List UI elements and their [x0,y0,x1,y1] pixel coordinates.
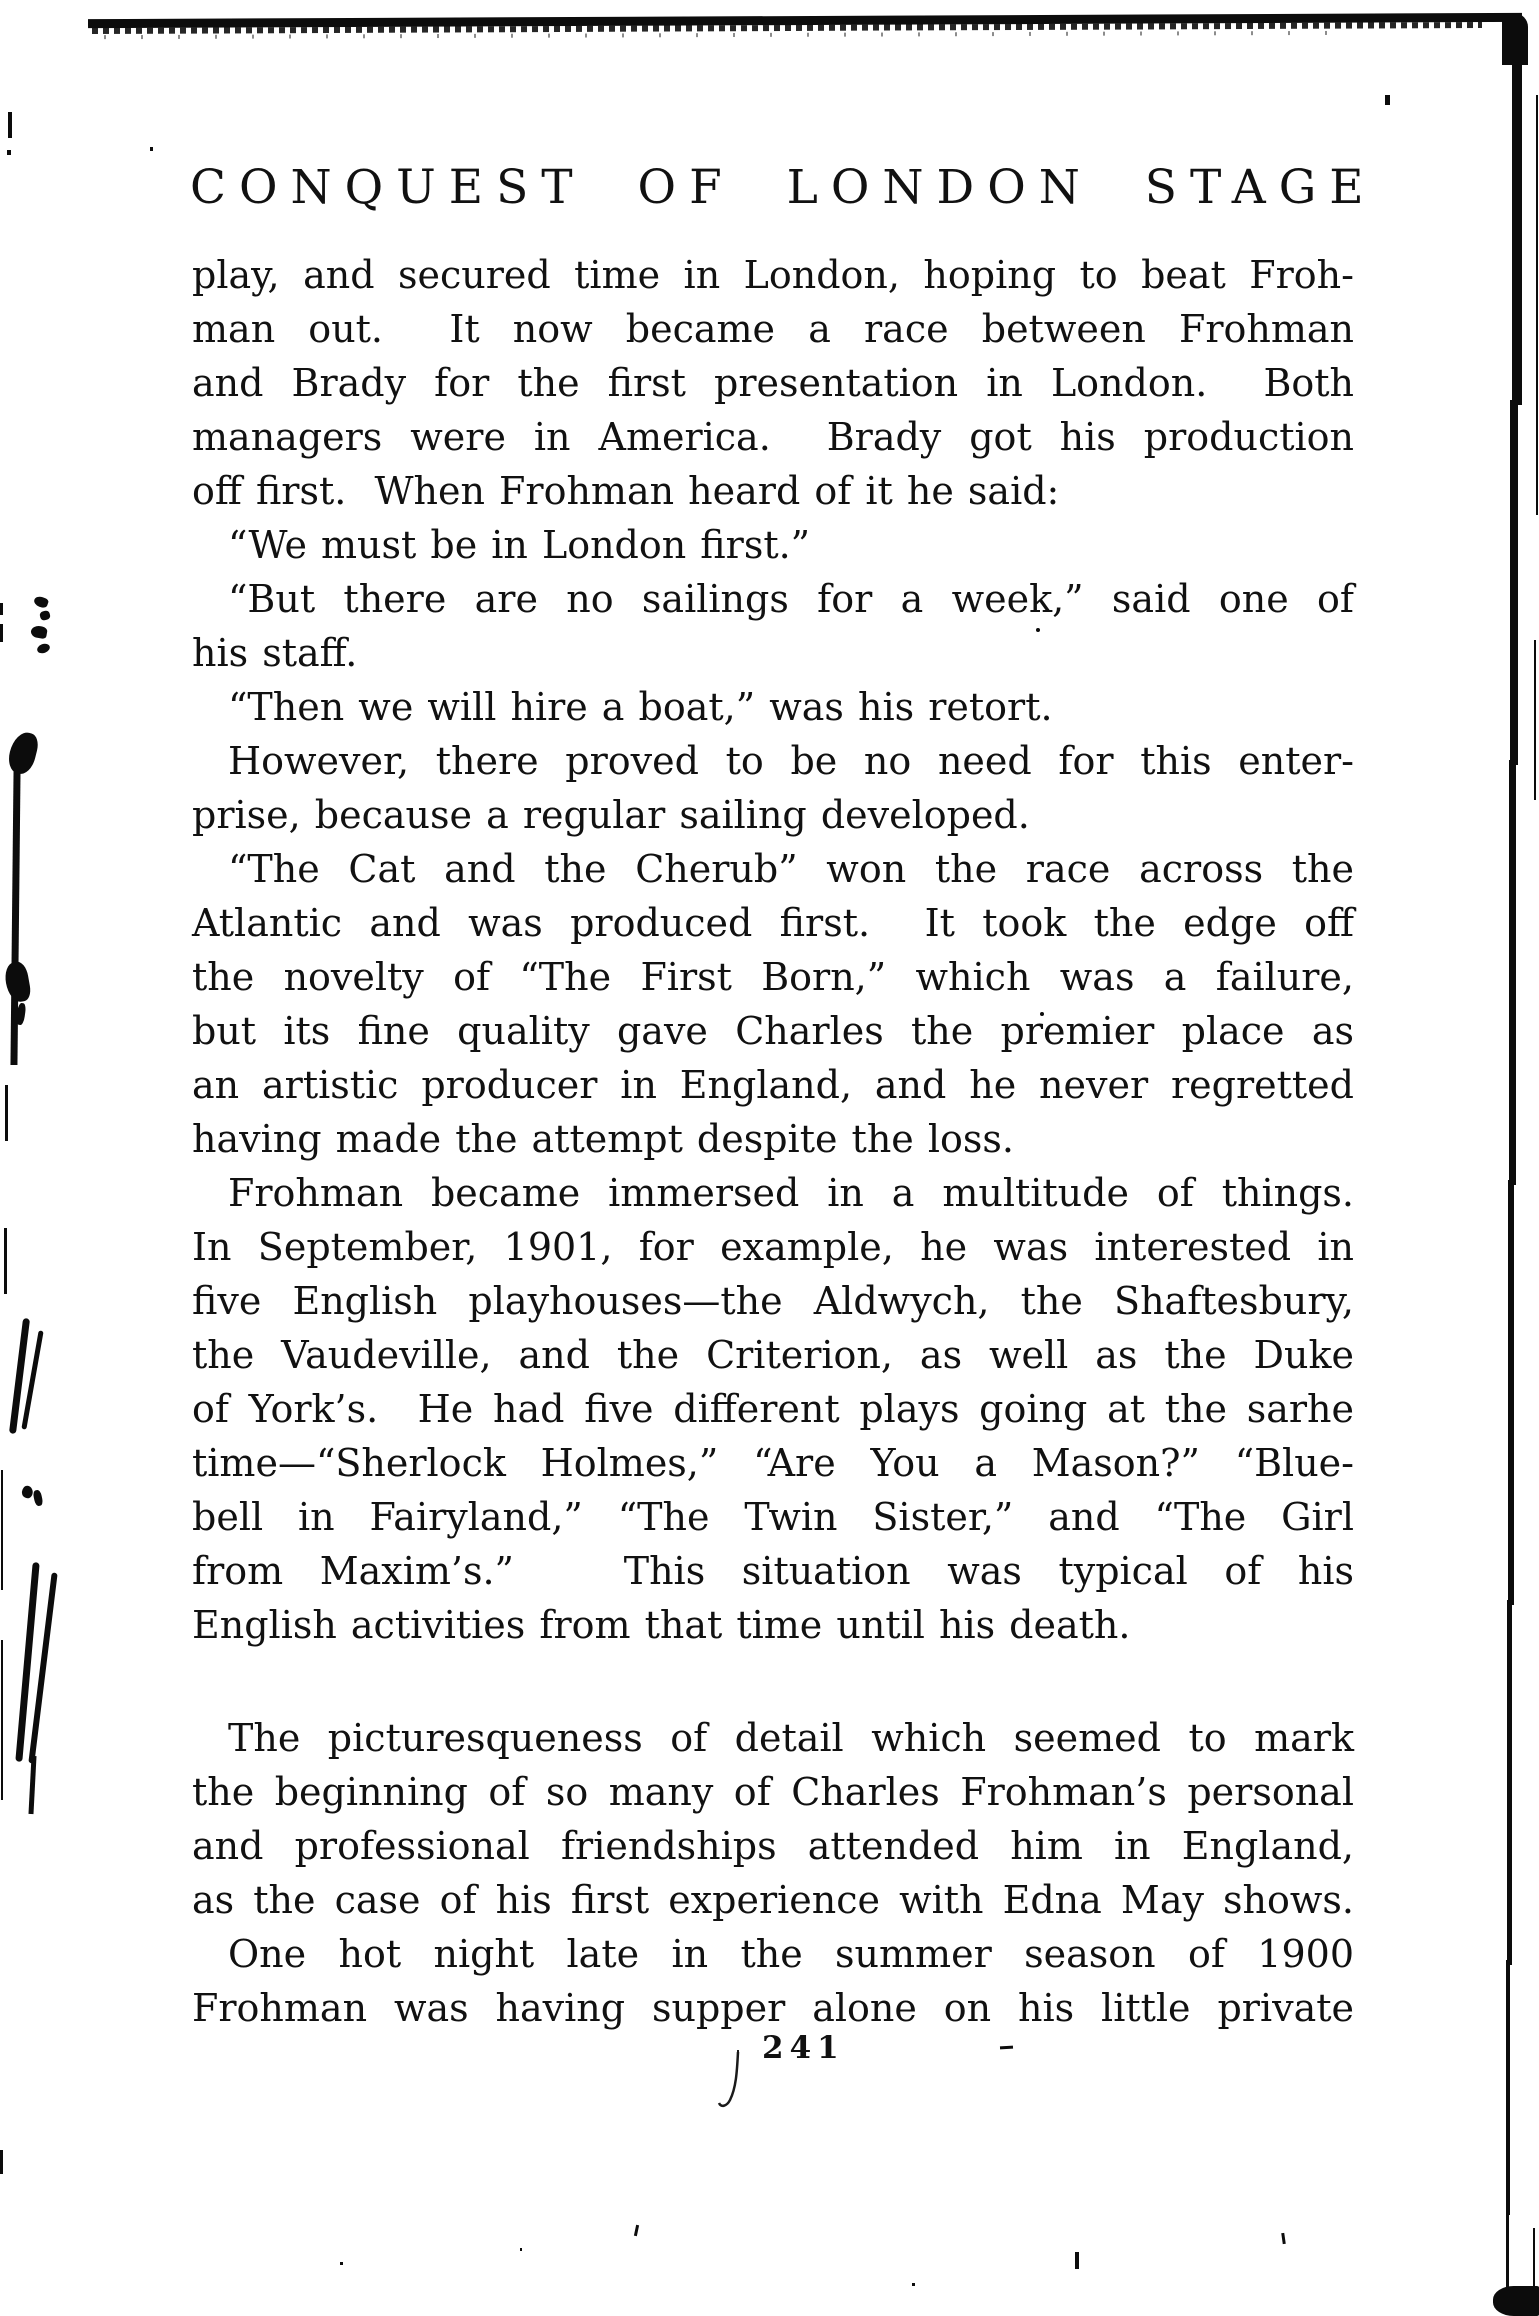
text-line: “We must be in London first.” [228,523,811,567]
page-title: CONQUEST OF LONDON STAGE [190,160,1377,215]
page-edge-thin-line [1536,95,1538,515]
text-line: “The Cat and the Cherub” won the race across the [228,847,1354,891]
ink-smudge [32,1489,43,1506]
ink-speck [150,147,153,151]
scan-edge-top-right-corner [1502,13,1528,65]
ink-streak [5,1085,8,1141]
text-line: and Brady for the first presentation in London. Both [192,361,1354,405]
text-line: the novelty of “The First Born,” which was a failure, [192,955,1354,999]
ink-streak [4,1228,7,1294]
page-edge-line [1510,400,1518,765]
text-line: However, there proved to be no need for this enter- [228,739,1354,783]
text-line: “But there are no sailings for a week,” said one of [228,577,1354,621]
pen-mark-j [716,2050,746,2112]
ink-smudge [30,625,48,640]
page-edge-line [1506,1960,1510,2215]
ink-smudge [39,610,51,621]
ink-mark [7,150,11,155]
ink-speck [634,2225,639,2236]
text-line: the Vaudeville, and the Criterion, as well as the Duke [192,1333,1354,1377]
text-line: English activities from that time until his death. [192,1603,1131,1647]
text-line: and professional friendships attended him in England, [192,1824,1354,1868]
ink-mark [0,603,3,615]
ink-streak [1,1470,3,1590]
ink-speck [1000,2046,1013,2050]
text-line: but its fine quality gave Charles the premier place as [192,1009,1354,1053]
text-line: having made the attempt despite the loss. [192,1117,1014,1161]
page-corner-blob [1493,2286,1539,2316]
ink-smudge [3,960,33,1003]
page-edge-line [1507,1600,1512,1965]
text-line: The picturesqueness of detail which seemed to mark [228,1716,1354,1760]
text-line: bell in Fairyland,” “The Twin Sister,” and “The Girl [192,1495,1354,1539]
text-line: of York’s. He had five different plays going at the sarhe [192,1387,1354,1431]
ink-speck [0,2150,3,2174]
page-edge-line [1506,2210,1509,2290]
page-number: 241 [762,2030,845,2066]
ink-mark [0,624,3,642]
ink-smudge [33,595,50,609]
ink-mark [8,112,12,138]
text-line: “Then we will hire a boat,” was his retort. [228,685,1053,729]
text-line: One hot night late in the summer season of 1900 [228,1932,1354,1976]
ink-speck [340,2262,343,2265]
text-line: his staff. [192,631,358,675]
text-line: five English playhouses—the Aldwych, the Shaftesbury, [192,1279,1354,1323]
ink-streak [1,1640,3,1800]
ink-speck [520,2248,522,2251]
ink-streak [28,1756,36,1814]
text-line: man out. It now became a race between Frohman [192,307,1354,351]
page-edge-thin-line [1534,640,1536,800]
text-line: time—“Sherlock Holmes,” “Are You a Mason?” “Blue- [192,1441,1354,1485]
ink-smudge [36,642,51,655]
page-edge-line [1508,1180,1514,1605]
text-line: Frohman was having supper alone on his little private [192,1986,1354,2030]
text-line: play, and secured time in London, hoping to beat Froh- [192,253,1354,297]
text-line: from Maxim’s.” This situation was typical of his [192,1549,1354,1593]
text-line: off first. When Frohman heard of it he said: [192,469,1060,513]
text-line: the beginning of so many of Charles Frohman’s personal [192,1770,1354,1814]
text-line: Atlantic and was produced first. It took the edge off [192,901,1354,945]
text-line: In September, 1901, for example, he was interested in [192,1225,1354,1269]
ink-speck [912,2283,915,2286]
body-text [192,248,1354,2035]
text-line: prise, because a regular sailing developed. [192,793,1030,837]
text-line: an artistic producer in England, and he never regretted [192,1063,1354,1107]
text-line: as the case of his first experience with Edna May shows. [192,1878,1354,1922]
text-line: managers were in America. Brady got his production [192,415,1354,459]
ink-speck [1281,2233,1286,2244]
ink-speck [1385,95,1390,105]
page-edge-line [1512,60,1522,405]
text-line: Frohman became immersed in a multitude of things. [228,1171,1354,1215]
ink-speck [1075,2252,1079,2269]
ink-smudge [5,729,40,776]
page-edge-line [1509,760,1516,1185]
